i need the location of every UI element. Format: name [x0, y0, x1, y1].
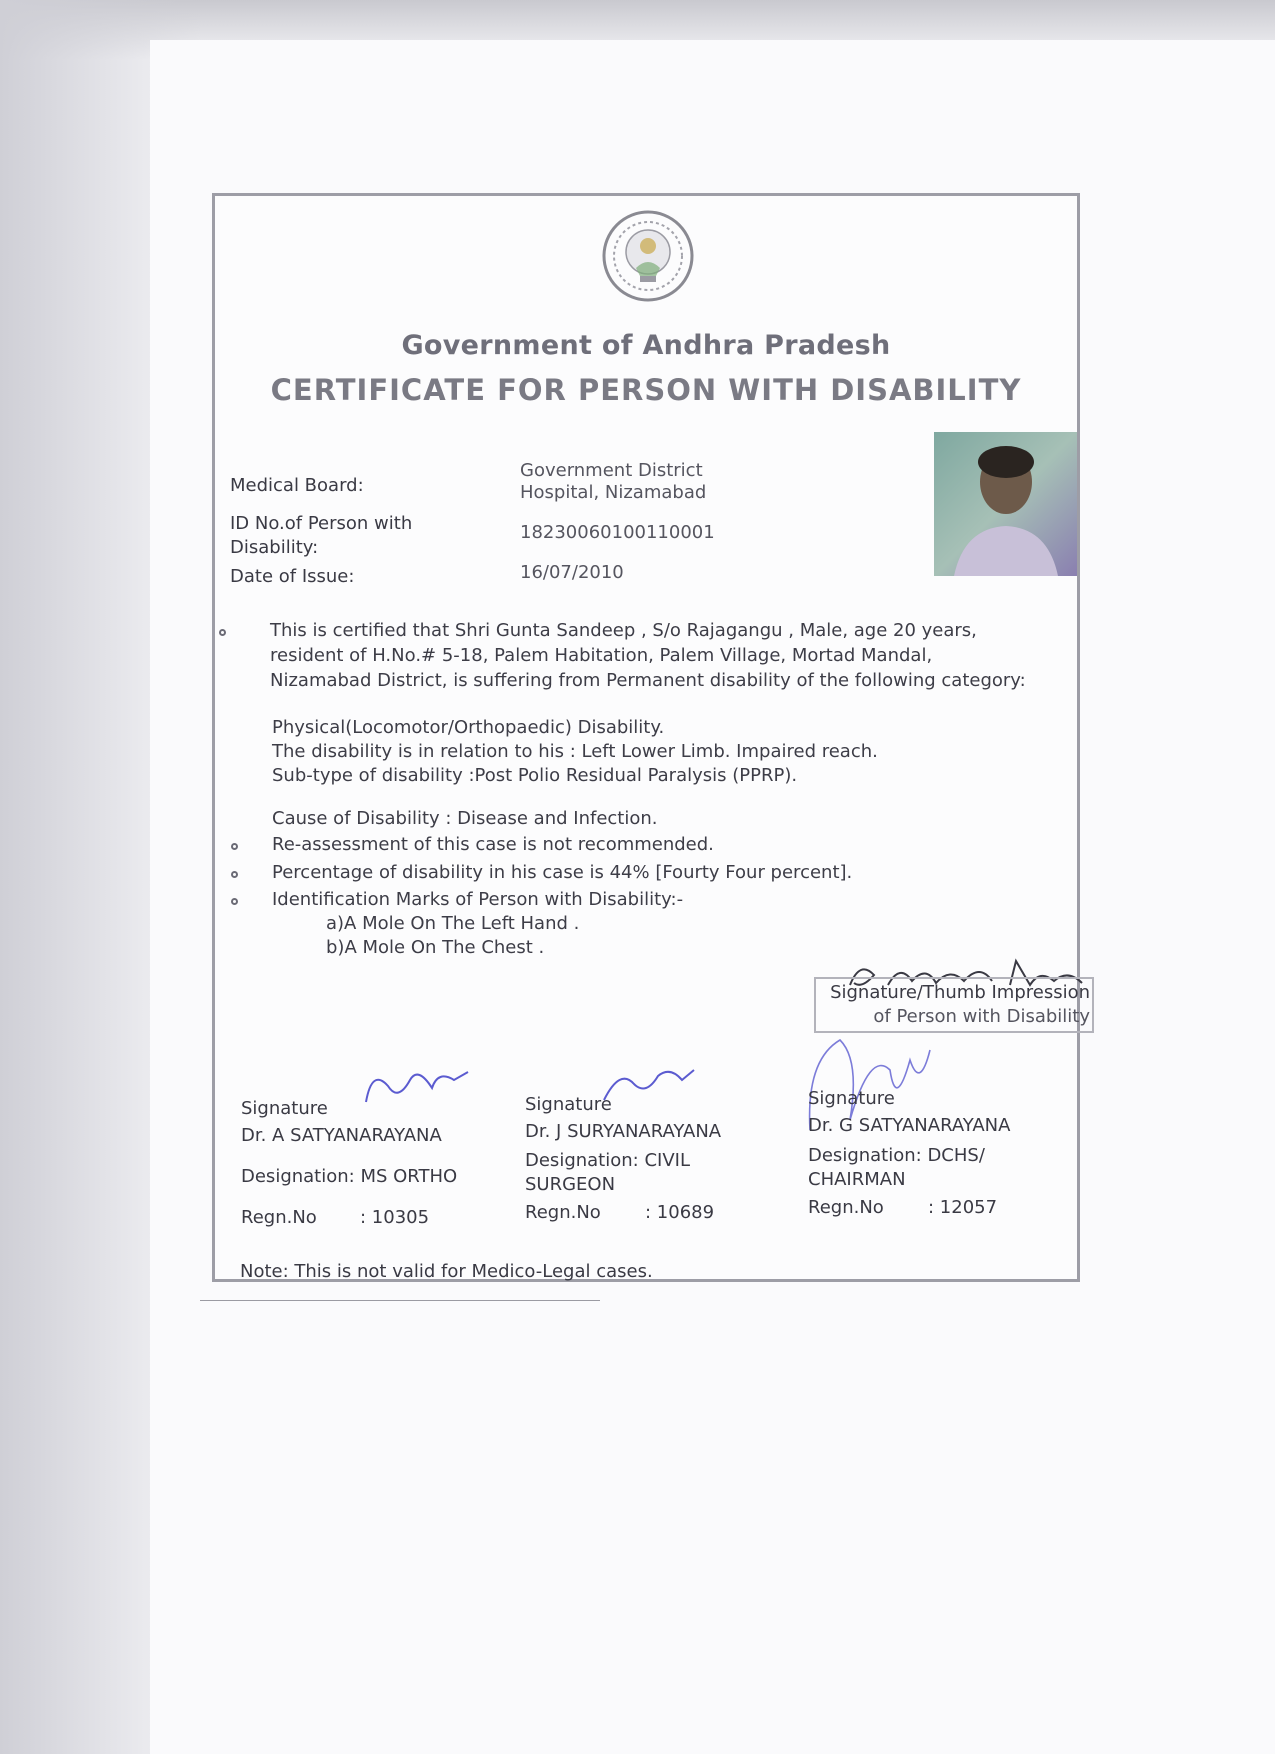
signatory-1-name: Dr. A SATYANARAYANA — [241, 1125, 442, 1146]
validity-note: Note: This is not valid for Medico-Legal cases. — [240, 1261, 653, 1282]
percentage-text: Percentage of disability in his case is 44% [Fourty Four percent]. — [272, 862, 853, 883]
signatory-3-name: Dr. G SATYANARAYANA — [808, 1115, 1011, 1136]
certificate-title: CERTIFICATE FOR PERSON WITH DISABILITY — [270, 373, 1022, 407]
cert-line-1: This is certified that Shri Gunta Sandeep , S/o Rajagangu , Male, age 20 years, — [270, 620, 977, 641]
date-value: 16/07/2010 — [520, 562, 624, 583]
medical-board-value-1: Government District — [520, 460, 703, 481]
disability-cause: Cause of Disability : Disease and Infection. — [272, 808, 658, 829]
signatory-1-signature-label: Signature — [241, 1098, 328, 1119]
signatory-2-signature-label: Signature — [525, 1094, 612, 1115]
signatory-1-regn-value: : 10305 — [360, 1207, 430, 1228]
identification-mark-b: b)A Mole On The Chest . — [326, 937, 545, 958]
disability-subtype: Sub-type of disability :Post Polio Residual Paralysis (PPRP). — [272, 765, 798, 786]
government-title: Government of Andhra Pradesh — [401, 330, 891, 361]
signatory-1-designation: Designation: MS ORTHO — [241, 1166, 458, 1187]
id-label-2: Disability: — [230, 537, 319, 558]
bullet-icon — [231, 898, 238, 905]
cert-line-3: Nizamabad District, is suffering from Permanent disability of the following category: — [270, 670, 1026, 691]
signatory-1-signature-mark — [358, 1058, 478, 1114]
signatory-2-regn-label: Regn.No — [525, 1202, 601, 1223]
medical-board-label: Medical Board: — [230, 475, 364, 496]
id-value: 18230060100110001 — [520, 522, 715, 543]
medical-board-value-2: Hospital, Nizamabad — [520, 482, 707, 503]
bullet-icon — [231, 843, 238, 850]
signatory-3-regn-label: Regn.No — [808, 1197, 884, 1218]
signatory-1-regn-label: Regn.No — [241, 1207, 317, 1228]
bullet-icon — [231, 871, 238, 878]
signatory-3-regn-value: : 12057 — [928, 1197, 998, 1218]
id-label-1: ID No.of Person with — [230, 513, 413, 534]
signatory-2-regn-value: : 10689 — [645, 1202, 715, 1223]
person-signature-label-2: of Person with Disability — [873, 1006, 1090, 1027]
identification-mark-a: a)A Mole On The Left Hand . — [326, 913, 580, 934]
divider — [200, 1300, 600, 1301]
signatory-2-designation-1: Designation: CIVIL — [525, 1150, 690, 1171]
disability-category: Physical(Locomotor/Orthopaedic) Disability. — [272, 717, 665, 738]
signatory-2-signature-mark — [600, 1062, 700, 1108]
signatory-3-designation-1: Designation: DCHS/ — [808, 1145, 985, 1166]
signatory-2-designation-2: SURGEON — [525, 1174, 616, 1195]
signatory-2-name: Dr. J SURYANARAYANA — [525, 1121, 722, 1142]
person-photo — [934, 432, 1077, 576]
disability-relation: The disability is in relation to his : Left Lower Limb. Impaired reach. — [272, 741, 878, 762]
date-label: Date of Issue: — [230, 566, 355, 587]
bullet-icon — [219, 629, 226, 636]
state-emblem-icon — [600, 208, 696, 304]
person-signature-label-1: Signature/Thumb Impression — [830, 982, 1090, 1003]
signatory-3-signature-label: Signature — [808, 1088, 895, 1109]
identification-heading: Identification Marks of Person with Disability:- — [272, 889, 684, 910]
cert-line-2: resident of H.No.# 5-18, Palem Habitation, Palem Village, Mortad Mandal, — [270, 645, 933, 666]
reassessment-text: Re-assessment of this case is not recommended. — [272, 834, 714, 855]
signatory-3-designation-2: CHAIRMAN — [808, 1169, 906, 1190]
